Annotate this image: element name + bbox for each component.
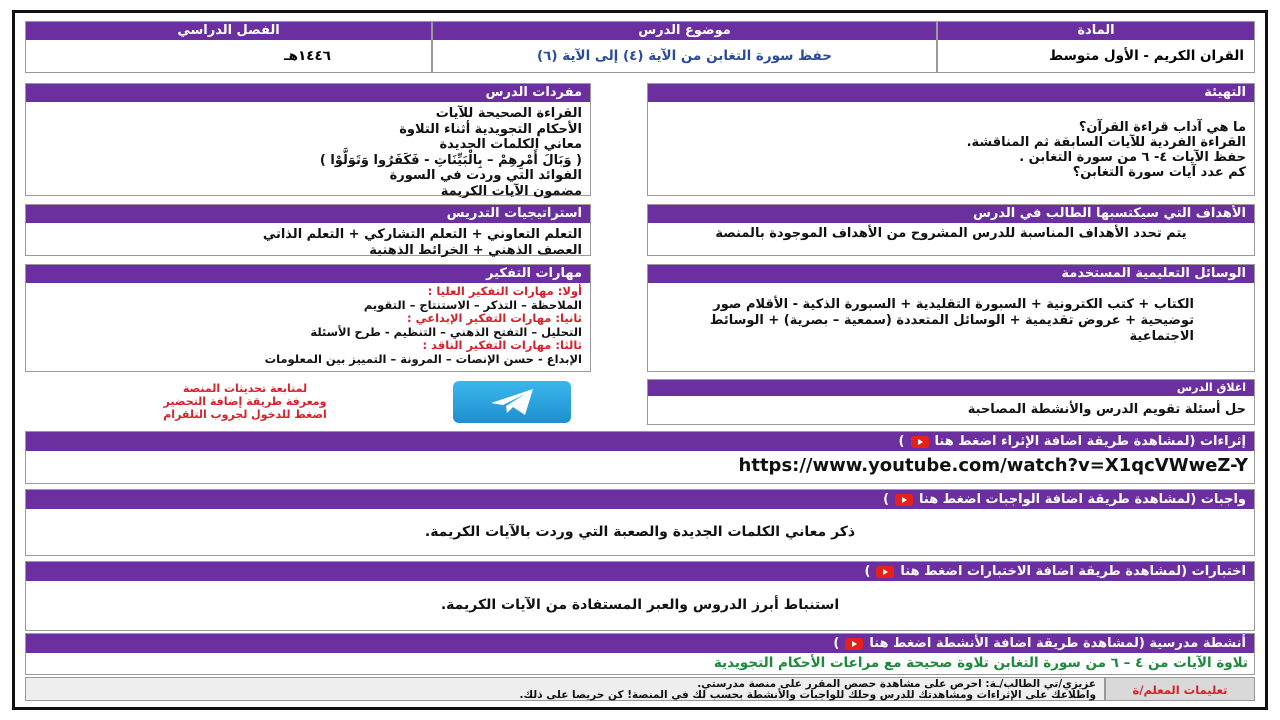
telegram-promo[interactable] xyxy=(25,379,591,425)
goals-section xyxy=(647,204,1255,256)
telegram-line: لمتابعة تحديثات المنصة xyxy=(182,382,308,395)
closing-section xyxy=(647,379,1255,425)
strategies-section xyxy=(25,204,591,256)
activities-label: أنشطة مدرسية xyxy=(1149,636,1246,651)
vocab-line: مضمون الآيات الكريمة xyxy=(440,183,582,199)
tests-label: اختبارات xyxy=(1191,564,1246,579)
homework-text: ذكر معاني الكلمات الجديدة والصعبة التي وردت بالآيات الكريمة. xyxy=(424,524,856,540)
strategies-line: التعلم التعاوني + التعلم التشاركي + التعلم الذاتي xyxy=(262,227,582,242)
topic-cell xyxy=(432,21,937,73)
media-section xyxy=(647,264,1255,372)
enrich-hint-close: ) xyxy=(898,434,905,449)
goals-text: يتم تحدد الأهداف المناسبة للدرس المشروح من الأهداف الموجودة بالمنصة xyxy=(715,226,1187,241)
activities-header[interactable] xyxy=(26,634,1254,653)
warmup-title: التهيئة xyxy=(648,84,1254,102)
instructions-text xyxy=(25,677,1105,701)
vocab-section xyxy=(25,83,591,199)
header-row xyxy=(25,21,1255,73)
vocab-line: الأحكام التجويدية أثناء التلاوة xyxy=(399,121,582,137)
term-cell xyxy=(25,21,432,73)
strategies-body xyxy=(26,223,590,263)
activities-hint-close: ) xyxy=(833,636,840,651)
subject-cell xyxy=(937,21,1255,73)
term-value: ١٤٤٦هـ xyxy=(284,48,331,64)
enrich-hint[interactable]: (لمشاهدة طريقة اضافة الإثراء اضغط هنا xyxy=(934,434,1196,449)
instructions-label: تعليمات المعلم/ة xyxy=(1105,677,1255,701)
enrich-link[interactable]: https://www.youtube.com/watch?v=X1qcVWweZ-Y xyxy=(738,455,1248,476)
youtube-icon[interactable] xyxy=(911,436,929,448)
media-title: الوسائل التعليمية المستخدمة xyxy=(648,265,1254,283)
tests-hint[interactable]: (لمشاهدة طريقة اضافة الاختبارات اضغط هنا xyxy=(900,564,1188,579)
topic-value: حفظ سورة التغابن من الآية (٤) إلى الآية (٦) xyxy=(536,48,833,64)
subject-value: القران الكريم - الأول متوسط xyxy=(1049,48,1244,64)
activities-text: تلاوة الآيات من ٤ – ٦ من سورة التغابن تلاوة صحيحة مع مراعات الأحكام التجويدية xyxy=(713,655,1248,671)
warmup-line: كم عدد آيات سورة التغابن؟ xyxy=(1072,165,1246,180)
topic-label: موضوع الدرس xyxy=(433,22,936,40)
vocab-line: القراءة الصحيحة للآيات xyxy=(435,106,582,121)
activities-hint[interactable]: (لمشاهدة طريقة اضافة الأنشطة اضغط هنا xyxy=(869,636,1145,651)
tests-section xyxy=(25,561,1255,631)
media-text: الكتاب + كتب الكترونية + السبورة التقليدية + السبورة الذكية - الأقلام صور توضيحية + عروض تقديمية + الوسائل المتعددة (سمعية – بصرية) + الوسائط الاجتماعية xyxy=(709,297,1194,344)
tests-hint-close: ) xyxy=(864,564,871,579)
closing-text: حل أسئلة تقويم الدرس والأنشطة المصاحبة xyxy=(967,402,1246,417)
thinking-body xyxy=(26,283,590,370)
homework-section xyxy=(25,489,1255,556)
telegram-line: ومعرفة طريقة إضافة التحضير xyxy=(163,395,327,408)
vocab-title: مفردات الدرس xyxy=(26,84,590,102)
youtube-icon[interactable] xyxy=(845,638,863,650)
youtube-icon[interactable] xyxy=(876,566,894,578)
vocab-line: معاني الكلمات الجديدة xyxy=(439,137,582,152)
enrich-label: إثراءات xyxy=(1199,434,1246,449)
homework-header[interactable] xyxy=(26,490,1254,509)
telegram-line: اضغط للدخول لجروب التلقرام xyxy=(163,408,327,421)
warmup-body xyxy=(648,102,1254,184)
vocab-line: الفوائد التي وردت في السورة xyxy=(389,168,582,183)
lesson-plan-frame xyxy=(12,10,1268,710)
homework-hint-close: ) xyxy=(883,492,890,507)
enrich-section xyxy=(25,431,1255,484)
vocab-line: ( وَبَالَ أَمْرِهِمْ – بِالْبَيِّنَاتِ - فَكَفَرُوا وَتَوَلَّوْا ) xyxy=(319,152,582,168)
tests-text: استنباط أبرز الدروس والعبر المستفادة من الآيات الكريمة. xyxy=(440,597,840,613)
lesson-plan xyxy=(25,21,1255,701)
closing-title: اغلاق الدرس xyxy=(648,380,1254,396)
tests-header[interactable] xyxy=(26,562,1254,581)
thinking-heading: ثانيا: مهارات التفكير الإبداعي : xyxy=(407,311,582,325)
warmup-line: حفظ الآيات ٤- ٦ من سورة التغابن . xyxy=(1019,150,1246,165)
instructions-line: عزيزي/تي الطالب/ـة: احرص على مشاهدة حصص المقرر على منصة مدرستي. xyxy=(697,678,1096,690)
thinking-heading: ثالثا: مهارات التفكير الناقد : xyxy=(422,338,582,352)
enrich-header[interactable] xyxy=(26,432,1254,451)
thinking-title: مهارات التفكير xyxy=(26,265,590,283)
youtube-icon[interactable] xyxy=(895,494,913,506)
telegram-text[interactable] xyxy=(115,382,375,421)
thinking-heading: أولا: مهارات التفكير العليا : xyxy=(427,284,582,298)
thinking-section xyxy=(25,264,591,372)
thinking-line: الإبداع - حسن الإنصات – المرونة – التمييز بين المعلومات xyxy=(264,351,582,366)
homework-hint[interactable]: (لمشاهدة طريقة اضافة الواجبات اضغط هنا xyxy=(919,492,1197,507)
thinking-line: التحليل – التفتح الذهني – التنظيم - طرح الأسئلة xyxy=(310,324,582,339)
warmup-section xyxy=(647,83,1255,196)
strategies-line: العصف الذهني + الخرائط الذهنية xyxy=(369,243,582,258)
thinking-line: الملاحظة – التذكر – الاستنتاج – التقويم xyxy=(363,297,582,312)
warmup-line: ما هي آداب قراءة القرآن؟ xyxy=(1078,120,1246,135)
warmup-line: القراءة الفردية للآيات السابقة ثم المناقشة. xyxy=(966,135,1246,150)
instructions-line: واطلاعك على الإثراءات ومشاهدتك للدرس وحلك للواجبات والأنشطة بحسب لك في المنصة! كن حريصا على ذلك. xyxy=(519,689,1096,701)
vocab-body xyxy=(26,102,590,203)
goals-title: الأهداف التي سيكتسبها الطالب في الدرس xyxy=(648,205,1254,223)
telegram-icon[interactable] xyxy=(453,381,571,423)
homework-label: واجبات xyxy=(1200,492,1246,507)
strategies-title: استراتيجيات التدريس xyxy=(26,205,590,223)
term-label: الفصل الدراسي xyxy=(26,22,431,40)
subject-label: المادة xyxy=(938,22,1254,40)
activities-section xyxy=(25,633,1255,675)
teacher-instructions xyxy=(25,677,1255,701)
